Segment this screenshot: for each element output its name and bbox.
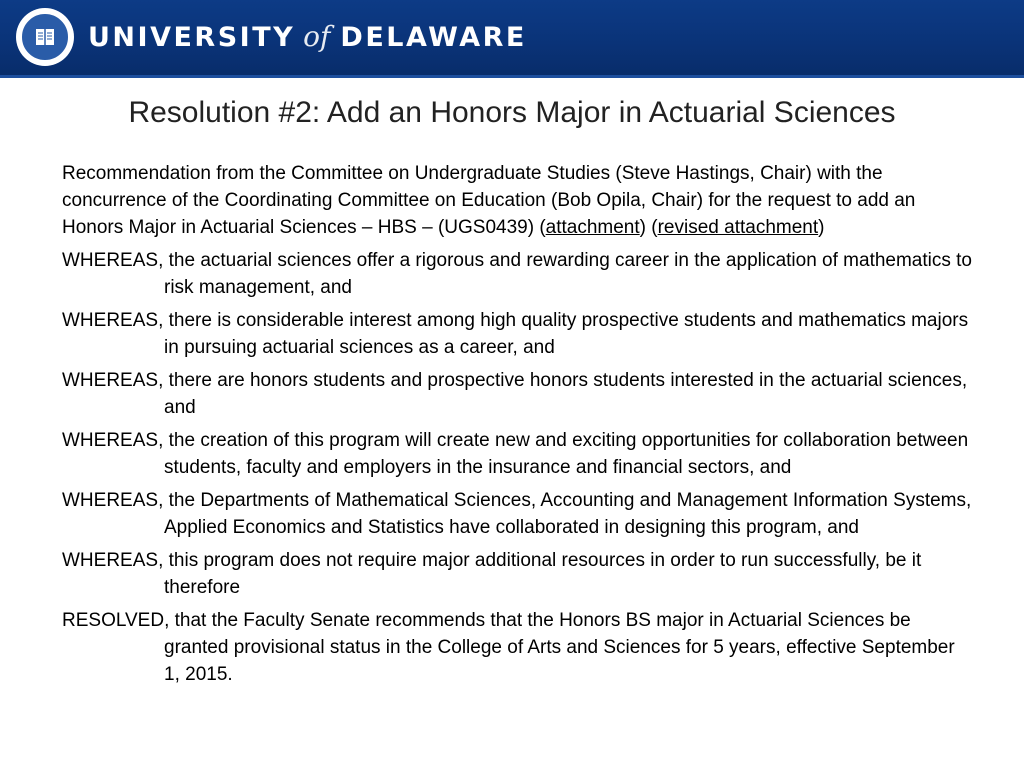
recommendation-paragraph [62, 160, 972, 241]
wordmark-delaware: DELAWARE [340, 22, 527, 53]
header-banner [0, 0, 1024, 78]
clause-text: this program does not require major additional resources in order to run successfully, be it therefore [164, 550, 922, 598]
wordmark-of: of [303, 20, 331, 53]
clause-text: the creation of this program will create new and exciting opportunities for collaboration between students, faculty and employers in the insurance and financial sectors, and [164, 430, 969, 478]
resolution-body [62, 160, 972, 694]
clause-lead: WHEREAS, [62, 250, 164, 271]
whereas-clause [62, 247, 972, 301]
whereas-clause [62, 487, 972, 541]
whereas-clause [62, 367, 972, 421]
clause-lead: WHEREAS, [62, 310, 164, 331]
revised-attachment-link[interactable]: revised attachment [657, 217, 819, 238]
whereas-clause [62, 307, 972, 361]
intro-text: Recommendation from the Committee on Undergraduate Studies (Steve Hastings, Chair) with the concurrence of the Coordinating Committee on Education (Bob Opila, Chair) for the request to add an Honors Major in Actuarial Sciences – HBS – (UGS0439) ( [62, 163, 916, 238]
clause-text: there are honors students and prospective honors students interested in the actuarial sciences, and [164, 370, 968, 418]
attachment-link[interactable]: attachment [545, 217, 640, 238]
intro-end: ) [818, 217, 825, 238]
whereas-clause [62, 547, 972, 601]
university-wordmark [88, 20, 527, 58]
clause-text: there is considerable interest among high quality prospective students and mathematics majors in pursuing actuarial sciences as a career, and [164, 310, 969, 358]
clause-lead: WHEREAS, [62, 370, 164, 391]
clause-lead: WHEREAS, [62, 430, 164, 451]
clause-lead: WHEREAS, [62, 490, 164, 511]
intro-mid: ) ( [639, 217, 658, 238]
clause-text: the actuarial sciences offer a rigorous and rewarding career in the application of mathematics to risk management, and [164, 250, 973, 298]
clause-lead: WHEREAS, [62, 550, 164, 571]
university-seal-icon [16, 8, 74, 66]
resolved-clause [62, 607, 972, 688]
clause-lead: RESOLVED, [62, 610, 170, 631]
slide-title: Resolution #2: Add an Honors Major in Actuarial Sciences [128, 96, 896, 129]
whereas-clause [62, 427, 972, 481]
clause-text: the Departments of Mathematical Sciences, Accounting and Management Information Systems, Applied Economics and Statistics have collaborated in designing this program, and [164, 490, 972, 538]
wordmark-university: UNIVERSITY [88, 22, 296, 53]
clause-text: that the Faculty Senate recommends that the Honors BS major in Actuarial Sciences be granted provisional status in the College of Arts and Sciences for 5 years, effective September 1, 2015. [164, 610, 955, 685]
